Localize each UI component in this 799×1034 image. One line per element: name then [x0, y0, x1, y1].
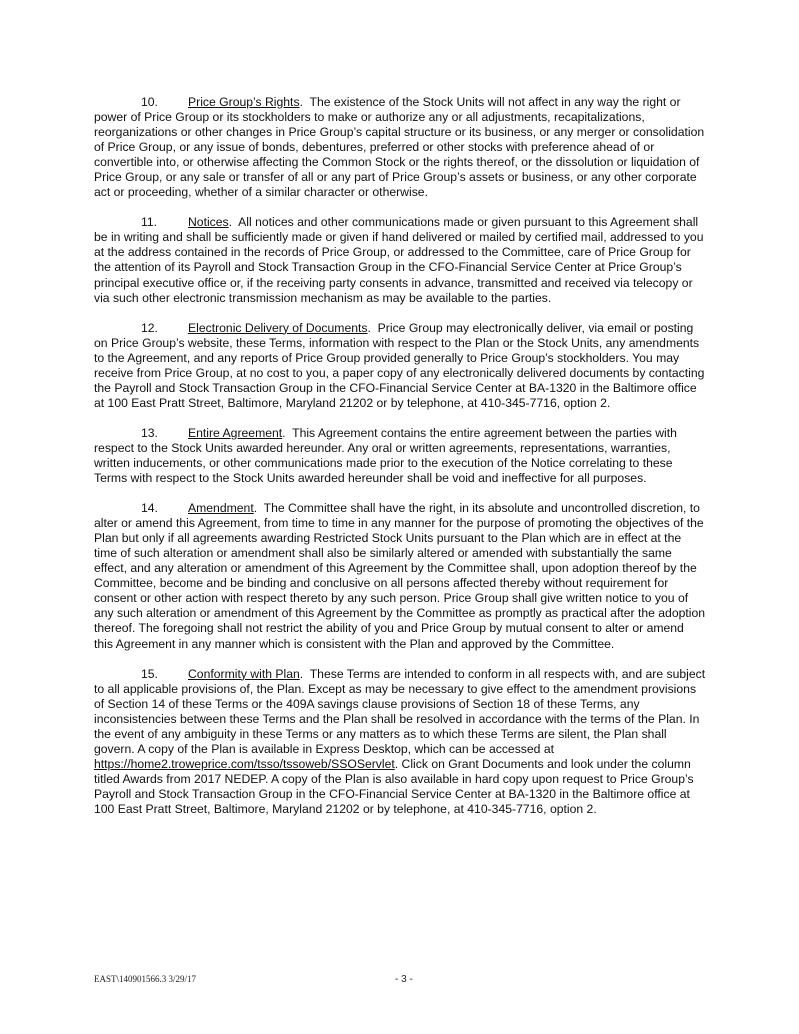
paragraph-text: These Terms are intended to conform in all respects with, and are subject to all applicable provisions of, the Plan. Except as may be necessary to give effect to the amendment provisions of Section 14 of these Terms or the 409A savings clause provisions of Section 18 of these Terms, any inconsistencies between these Terms and the Plan shall be resolved in accordance with the terms of the Plan. In the event of any ambiguity in these Terms or any matters as to which these Terms are silent, the Plan shall govern. A copy of the Plan is available in Express Desktop, which can be accessed at [94, 666, 706, 756]
paragraph-title: Entire Agreement [188, 425, 283, 440]
paragraph-title: Amendment [188, 501, 254, 516]
paragraph-text: This Agreement contains the entire agreement between the parties with respect to the Stock Units awarded hereunder. Any oral or written agreements, representations, warranties, written inducements, or other communications made prior to the execution of the Notice correlating to these Terms with respect to the Stock Units awarded hereunder shall be void and ineffective for all purposes. [94, 425, 677, 486]
paragraph-text: The Committee shall have the right, in its absolute and uncontrolled discretion, to alter or amend this Agreement, from time to time in any manner for the purpose of promoting the objectives of the Plan but only if all agreements awarding Restricted Stock Units pursuant to the Plan which are in effect at the time of such alteration or amendment shall also be similarly altered or amended with substantially the same effect, and any alteration or amendment of this Agreement by the Committee shall, upon adoption thereof by the Committee, become and be binding and conclusive on all persons affected thereby without requirement for consent or other action with respect thereto by any such person. Price Group shall give written notice to you of any such alteration or amendment of this Agreement by the Committee as promptly as practical after the adoption thereof. The foregoing shall not restrict the ability of you and Price Group by mutual consent to alter or amend this Agreement in any manner which is consistent with the Plan and approved by the Committee. [94, 501, 706, 651]
paragraph-text: Price Group may electronically deliver, via email or posting on Price Group’s website, these Terms, information with respect to the Plan or the Stock Units, any amendments to the Agreement, and any reports of Price Group provided generally to Price Group’s stockholders. You may receive from Price Group, at no cost to you, a paper copy of any electronically delivered documents by contacting the Payroll and Stock Transaction Group in the CFO-Financial Service Center at BA-1320 in the Baltimore office at 100 East Pratt Street, Baltimore, Maryland 21202 or by telephone, at 410-345-7716, option 2. [94, 320, 705, 410]
paragraph-text: The existence of the Stock Units will not affect in any way the right or power of Price Group or its stockholders to make or authorize any or all adjustments, recapitalizations, reorganizations or other changes in Price Group’s capital structure or its business, or any merger or consolidation of Price Group, or any issue of bonds, debentures, preferred or other stocks with preference ahead of or convertible into, or otherwise affecting the Common Stock or the rights thereof, or the dissolution or liquidation of Price Group, or any sale or transfer of all or any part of Price Group’s assets or business, or any other corporate act or proceeding, whether of a similar character or otherwise. [94, 95, 705, 200]
paragraph-text: All notices and other communications made or given pursuant to this Agreement shall be in writing and shall be sufficiently made or given if hand delivered or mailed by certified mail, addressed to you at the address contained in the records of Price Group, or addressed to the Committee, care of Price Group for the attention of its Payroll and Stock Transaction Group in the CFO-Financial Service Center at Price Group’s principal executive office or, if the receiving party consents in advance, transmitted and received via telecopy or via such other electronic transmission mechanism as may be available to the parties. [94, 215, 704, 305]
paragraph-12: 12. Electronic Delivery of Documents. Price Group may electronically deliver, via email or posting on Price Group’s website, these Terms, information with respect to the Plan or the Stock Units, any amendments to the Agreement, and any reports of Price Group provided generally to Price Group’s stockholders. You may receive from Price Group, at no cost to you, a paper copy of any electronically delivered documents by contacting the Payroll and Stock Transaction Group in the CFO-Financial Service Center at BA-1320 in the Baltimore office at 100 East Pratt Street, Baltimore, Maryland 21202 or by telephone, at 410-345-7716, option 2. [94, 320, 705, 410]
paragraph-11: 11. Notices. All notices and other communications made or given pursuant to this Agreement shall be in writing and shall be sufficiently made or given if hand delivered or mailed by certified mail, addressed to you at the address contained in the records of Price Group, or addressed to the Committee, care of Price Group for the attention of its Payroll and Stock Transaction Group in the CFO-Financial Service Center at Price Group’s principal executive office or, if the receiving party consents in advance, transmitted and received via telecopy or via such other electronic transmission mechanism as may be available to the parties. [94, 215, 704, 305]
paragraph-15: 15. Conformity with Plan. These Terms are intended to conform in all respects with, and are subject to all applicable provisions of, the Plan. Except as may be necessary to give effect to the amendment provisions of Section 14 of these Terms or the 409A savings clause provisions of Section 18 of these Terms, any inconsistencies between these Terms and the Plan shall be resolved in accordance with the terms of the Plan. In the event of any ambiguity in these Terms or any matters as to which these Terms are silent, the Plan shall govern. A copy of the Plan is available in Express Desktop, which can be accessed at https://home2.troweprice.com/tsso/tssoweb/SSOServlet. Click on Grant Documents and look under the column titled Awards from 2017 NEDEP. A copy of the Plan is also available in hard copy upon request to Price Group’s Payroll and Stock Transaction Group in the CFO-Financial Service Center at BA-1320 in the Baltimore office at 100 East Pratt Street, Baltimore, Maryland 21202 or by telephone, at 410-345-7716, option 2. [94, 666, 706, 816]
document-id: EAST\140901566.3 3/29/17 [94, 974, 197, 984]
paragraph-text-continued: . Click on Grant Documents and look under the column titled Awards from 2017 NEDEP. A copy of the Plan is also available in hard copy upon request to Price Group’s Payroll and Stock Transaction Group in the CFO-Financial Service Center at BA-1320 in the Baltimore office at 100 East Pratt Street, Baltimore, Maryland 21202 or by telephone, at 410-345-7716, option 2. [94, 756, 694, 816]
page-number: - 3 - [395, 974, 413, 985]
paragraph-14: 14. Amendment. The Committee shall have the right, in its absolute and uncontrolled discretion, to alter or amend this Agreement, from time to time in any manner for the purpose of promoting the objectives of the Plan but only if all agreements awarding Restricted Stock Units pursuant to the Plan which are in effect at the time of such alteration or amendment shall also be similarly altered or amended with substantially the same effect, and any alteration or amendment of this Agreement by the Committee shall, upon adoption thereof by the Committee, become and be binding and conclusive on all persons affected thereby without requirement for consent or other action with respect thereto by any such person. Price Group shall give written notice to you of any such alteration or amendment of this Agreement by the Committee as promptly as practical after the adoption thereof. The foregoing shall not restrict the ability of you and Price Group by mutual consent to alter or amend this Agreement in any manner which is consistent with the Plan and approved by the Committee. [94, 501, 706, 651]
paragraph-title: Price Group’s Rights [188, 95, 300, 109]
paragraph-title: Electronic Delivery of Documents [188, 320, 368, 335]
paragraph-title: Notices [188, 215, 229, 230]
paragraph-number: 12. [141, 320, 158, 335]
paragraph-number: 11. [141, 215, 158, 230]
document-page [94, 95, 706, 832]
paragraph-10: 10. Price Group’s Rights. The existence of the Stock Units will not affect in any way the right or power of Price Group or its stockholders to make or authorize any or all adjustments, recapitalizations, reorganizations or other changes in Price Group’s capital structure or its business, or any merger or consolidation of Price Group, or any issue of bonds, debentures, preferred or other stocks with preference ahead of or convertible into, or otherwise affecting the Common Stock or the rights thereof, or the dissolution or liquidation of Price Group, or any sale or transfer of all or any part of Price Group’s assets or business, or any other corporate act or proceeding, whether of a similar character or otherwise. [94, 95, 705, 200]
paragraph-number: 15. [141, 666, 158, 681]
paragraph-13: 13. Entire Agreement. This Agreement contains the entire agreement between the parties with respect to the Stock Units awarded hereunder. Any oral or written agreements, representations, warranties, written inducements, or other communications made prior to the execution of the Notice correlating to these Terms with respect to the Stock Units awarded hereunder shall be void and ineffective for all purposes. [94, 425, 677, 486]
express-desktop-link[interactable]: https://home2.troweprice.com/tsso/tssoweb/SSOServlet [94, 756, 395, 771]
paragraph-title: Conformity with Plan [188, 666, 300, 681]
paragraph-number: 14. [141, 501, 158, 516]
paragraph-number: 13. [141, 425, 158, 440]
paragraph-number: 10. [141, 95, 158, 109]
